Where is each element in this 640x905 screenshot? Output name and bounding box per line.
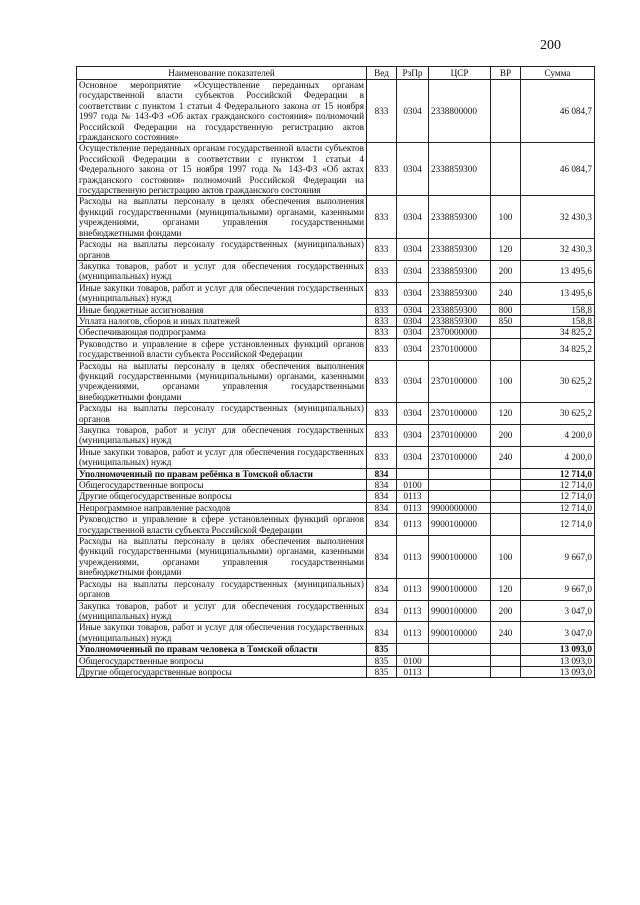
table-row (77, 360, 595, 403)
ved-cell: 833 (367, 239, 397, 261)
csr-cell: 2338859300 (429, 282, 491, 304)
ved-cell: 833 (367, 196, 397, 239)
rzpr-cell: 0113 (397, 600, 429, 622)
vr-cell: 850 (491, 315, 521, 326)
table-row (77, 622, 595, 644)
name-cell: Уполномоченный по правам ребёнка в Томской области (77, 468, 367, 479)
table-row (77, 491, 595, 502)
csr-cell: 2370000000 (429, 327, 491, 338)
header-csr: ЦСР (429, 67, 491, 80)
table-row (77, 260, 595, 282)
csr-cell: 2338859300 (429, 304, 491, 315)
table-row (77, 446, 595, 468)
rzpr-cell (397, 468, 429, 479)
ved-cell: 834 (367, 468, 397, 479)
ved-cell: 833 (367, 360, 397, 403)
table-row (77, 196, 595, 239)
budget-table (76, 66, 595, 678)
name-cell: Расходы на выплаты персоналу в целях обеспечения выполнения функций государственными (муниципальными) органами, казенными учреждениями, органами управления государственными внебюджетными фондами (77, 360, 367, 403)
vr-cell (491, 666, 521, 677)
sum-cell: 30 625,2 (521, 403, 595, 425)
vr-cell (491, 514, 521, 536)
csr-cell: 2370100000 (429, 338, 491, 360)
table-row (77, 80, 595, 143)
sum-cell: 9 667,0 (521, 578, 595, 600)
sum-cell: 34 825,2 (521, 327, 595, 338)
vr-cell (491, 80, 521, 143)
ved-cell: 835 (367, 655, 397, 666)
vr-cell: 100 (491, 196, 521, 239)
sum-cell: 4 200,0 (521, 425, 595, 447)
rzpr-cell: 0304 (397, 304, 429, 315)
vr-cell: 120 (491, 578, 521, 600)
vr-cell: 240 (491, 622, 521, 644)
table-row (77, 536, 595, 579)
csr-cell: 9900100000 (429, 622, 491, 644)
csr-cell (429, 655, 491, 666)
rzpr-cell: 0113 (397, 622, 429, 644)
name-cell: Общегосударственные вопросы (77, 480, 367, 491)
name-cell: Непрограммное направление расходов (77, 502, 367, 513)
csr-cell: 9900100000 (429, 600, 491, 622)
sum-cell: 30 625,2 (521, 360, 595, 403)
ved-cell: 833 (367, 282, 397, 304)
sum-cell: 13 495,6 (521, 282, 595, 304)
name-cell: Расходы на выплаты персоналу в целях обеспечения выполнения функций государственными (муниципальными) органами, казенными учреждениями, органами управления государственными внебюджетными фондами (77, 196, 367, 239)
rzpr-cell: 0304 (397, 360, 429, 403)
csr-cell: 2338859300 (429, 196, 491, 239)
name-cell: Иные закупки товаров, работ и услуг для обеспечения государственных (муниципальных) нужд (77, 282, 367, 304)
csr-cell (429, 468, 491, 479)
csr-cell (429, 644, 491, 655)
csr-cell: 2338859300 (429, 260, 491, 282)
table-header (77, 67, 595, 80)
table-row (77, 143, 595, 196)
table-row (77, 338, 595, 360)
rzpr-cell: 0304 (397, 315, 429, 326)
name-cell: Иные закупки товаров, работ и услуг для обеспечения государственных (муниципальных) нужд (77, 622, 367, 644)
csr-cell (429, 480, 491, 491)
rzpr-cell: 0304 (397, 239, 429, 261)
vr-cell: 200 (491, 260, 521, 282)
ved-cell: 833 (367, 425, 397, 447)
rzpr-cell (397, 644, 429, 655)
vr-cell (491, 338, 521, 360)
sum-cell: 158,8 (521, 315, 595, 326)
table-body (77, 80, 595, 678)
header-ved: Вед (367, 67, 397, 80)
ved-cell: 834 (367, 536, 397, 579)
ved-cell: 834 (367, 502, 397, 513)
sum-cell: 13 093,0 (521, 666, 595, 677)
rzpr-cell: 0113 (397, 514, 429, 536)
sum-cell: 9 667,0 (521, 536, 595, 579)
rzpr-cell: 0113 (397, 536, 429, 579)
vr-cell (491, 644, 521, 655)
csr-cell: 2370100000 (429, 360, 491, 403)
rzpr-cell: 0304 (397, 338, 429, 360)
sum-cell: 12 714,0 (521, 502, 595, 513)
vr-cell: 120 (491, 239, 521, 261)
rzpr-cell: 0304 (397, 80, 429, 143)
sum-cell: 46 084,7 (521, 80, 595, 143)
name-cell: Закупка товаров, работ и услуг для обеспечения государственных (муниципальных) нужд (77, 600, 367, 622)
sum-cell: 12 714,0 (521, 514, 595, 536)
table-row (77, 425, 595, 447)
table-row (77, 315, 595, 326)
csr-cell (429, 666, 491, 677)
ved-cell: 834 (367, 578, 397, 600)
ved-cell: 834 (367, 480, 397, 491)
name-cell: Уполномоченный по правам человека в Томской области (77, 644, 367, 655)
vr-cell: 100 (491, 536, 521, 579)
ved-cell: 833 (367, 338, 397, 360)
header-vr: ВР (491, 67, 521, 80)
table-row (77, 282, 595, 304)
ved-cell: 835 (367, 666, 397, 677)
name-cell: Другие общегосударственные вопросы (77, 666, 367, 677)
rzpr-cell: 0304 (397, 403, 429, 425)
ved-cell: 834 (367, 600, 397, 622)
name-cell: Расходы на выплаты персоналу государственных (муниципальных) органов (77, 239, 367, 261)
vr-cell (491, 143, 521, 196)
sum-cell: 12 714,0 (521, 480, 595, 491)
vr-cell (491, 491, 521, 502)
vr-cell: 200 (491, 600, 521, 622)
sum-cell: 46 084,7 (521, 143, 595, 196)
ved-cell: 833 (367, 143, 397, 196)
name-cell: Иные бюджетные ассигнования (77, 304, 367, 315)
sum-cell: 34 825,2 (521, 338, 595, 360)
vr-cell: 100 (491, 360, 521, 403)
sum-cell: 12 714,0 (521, 468, 595, 479)
table-row (77, 644, 595, 655)
rzpr-cell: 0100 (397, 655, 429, 666)
name-cell: Руководство и управление в сфере установленных функций органов государственной власти субъекта Российской Федерации (77, 514, 367, 536)
rzpr-cell: 0113 (397, 502, 429, 513)
ved-cell: 833 (367, 304, 397, 315)
rzpr-cell: 0304 (397, 282, 429, 304)
rzpr-cell: 0113 (397, 578, 429, 600)
sum-cell: 3 047,0 (521, 600, 595, 622)
name-cell: Расходы на выплаты персоналу государственных (муниципальных) органов (77, 578, 367, 600)
ved-cell: 835 (367, 644, 397, 655)
table-row (77, 514, 595, 536)
csr-cell: 2338859300 (429, 315, 491, 326)
vr-cell: 120 (491, 403, 521, 425)
rzpr-cell: 0304 (397, 327, 429, 338)
name-cell: Закупка товаров, работ и услуг для обеспечения государственных (муниципальных) нужд (77, 425, 367, 447)
sum-cell: 32 430,3 (521, 239, 595, 261)
csr-cell: 9900100000 (429, 578, 491, 600)
table-row (77, 502, 595, 513)
sum-cell: 4 200,0 (521, 446, 595, 468)
name-cell: Уплата налогов, сборов и иных платежей (77, 315, 367, 326)
rzpr-cell: 0304 (397, 196, 429, 239)
ved-cell: 834 (367, 491, 397, 502)
vr-cell: 800 (491, 304, 521, 315)
table-row (77, 403, 595, 425)
vr-cell (491, 480, 521, 491)
table-row (77, 239, 595, 261)
rzpr-cell: 0100 (397, 480, 429, 491)
table-row (77, 666, 595, 677)
name-cell: Другие общегосударственные вопросы (77, 491, 367, 502)
table-row (77, 304, 595, 315)
csr-cell: 9900000000 (429, 502, 491, 513)
csr-cell: 9900100000 (429, 514, 491, 536)
name-cell: Расходы на выплаты персоналу государственных (муниципальных) органов (77, 403, 367, 425)
ved-cell: 834 (367, 514, 397, 536)
rzpr-cell: 0113 (397, 491, 429, 502)
rzpr-cell: 0304 (397, 425, 429, 447)
name-cell: Закупка товаров, работ и услуг для обеспечения государственных (муниципальных) нужд (77, 260, 367, 282)
csr-cell: 2338859300 (429, 143, 491, 196)
sum-cell: 13 093,0 (521, 655, 595, 666)
ved-cell: 833 (367, 403, 397, 425)
ved-cell: 833 (367, 446, 397, 468)
csr-cell: 2338859300 (429, 239, 491, 261)
csr-cell: 9900100000 (429, 536, 491, 579)
rzpr-cell: 0304 (397, 143, 429, 196)
ved-cell: 834 (367, 622, 397, 644)
vr-cell: 200 (491, 425, 521, 447)
rzpr-cell: 0304 (397, 446, 429, 468)
table-row (77, 600, 595, 622)
page-number: 200 (540, 38, 561, 53)
table-row (77, 655, 595, 666)
vr-cell: 240 (491, 446, 521, 468)
name-cell: Основное мероприятие «Осуществление переданных органам государственной власти субъектов Российской Федерации в соответствии с пунктом 1 статьи 4 Федерального закона от 15 ноября 1997 года № 143-ФЗ «Об актах гражданского состояния» полномочий Российской Федерации на государственную регистрацию актов гражданского состояния» (77, 80, 367, 143)
ved-cell: 833 (367, 260, 397, 282)
vr-cell (491, 327, 521, 338)
header-name: Наименование показателей (77, 67, 367, 80)
sum-cell: 13 495,6 (521, 260, 595, 282)
csr-cell: 2370100000 (429, 446, 491, 468)
ved-cell: 833 (367, 315, 397, 326)
vr-cell (491, 468, 521, 479)
csr-cell: 2370100000 (429, 403, 491, 425)
sum-cell: 158,8 (521, 304, 595, 315)
csr-cell: 2370100000 (429, 425, 491, 447)
ved-cell: 833 (367, 327, 397, 338)
header-row (77, 67, 595, 80)
vr-cell (491, 655, 521, 666)
sum-cell: 3 047,0 (521, 622, 595, 644)
name-cell: Иные закупки товаров, работ и услуг для обеспечения государственных (муниципальных) нужд (77, 446, 367, 468)
sum-cell: 32 430,3 (521, 196, 595, 239)
table-row (77, 578, 595, 600)
rzpr-cell: 0113 (397, 666, 429, 677)
ved-cell: 833 (367, 80, 397, 143)
name-cell: Обеспечивающая подпрограмма (77, 327, 367, 338)
name-cell: Расходы на выплаты персоналу в целях обеспечения выполнения функций государственными (муниципальными) органами, казенными учреждениями, органами управления государственными внебюджетными фондами (77, 536, 367, 579)
name-cell: Общегосударственные вопросы (77, 655, 367, 666)
header-rzpr: РзПр (397, 67, 429, 80)
table-row (77, 327, 595, 338)
table-row (77, 468, 595, 479)
table-row (77, 480, 595, 491)
vr-cell: 240 (491, 282, 521, 304)
name-cell: Руководство и управление в сфере установленных функций органов государственной власти субъекта Российской Федерации (77, 338, 367, 360)
csr-cell: 2338800000 (429, 80, 491, 143)
vr-cell (491, 502, 521, 513)
sum-cell: 12 714,0 (521, 491, 595, 502)
csr-cell (429, 491, 491, 502)
sum-cell: 13 093,0 (521, 644, 595, 655)
header-sum: Сумма (521, 67, 595, 80)
name-cell: Осуществление переданных органам государственной власти субъектов Российской Федерации в соответствии с пунктом 1 статьи 4 Федерального закона от 15 ноября 1997 года № 143-ФЗ «Об актах гражданского состояния» полномочий Российской Федерации на государственную регистрацию актов гражданского состояния (77, 143, 367, 196)
rzpr-cell: 0304 (397, 260, 429, 282)
